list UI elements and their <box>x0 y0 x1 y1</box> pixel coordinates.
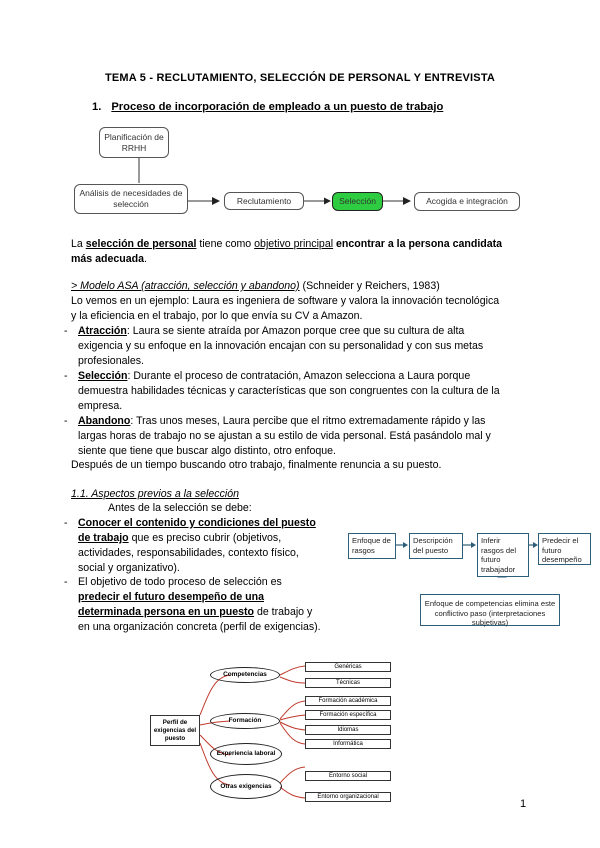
bullet-text: : Tras unos meses, Laura percibe que el ritmo extremadamente rápido y las <box>130 415 486 427</box>
bullet-text: en una organización concreta (perfil de exigencias). <box>78 621 321 633</box>
section-number: 1. <box>92 101 102 113</box>
intro-paragraph <box>71 237 541 267</box>
mindmap-leaf-tecnicas: Técnicas <box>305 678 391 688</box>
mindmap-node-competencias: Competencias <box>210 667 280 683</box>
intro-text: tiene como <box>196 238 255 250</box>
schema-arrow <box>403 542 408 548</box>
bullet-text: de trabajo y <box>254 606 313 618</box>
bullet-term: Abandono <box>78 415 131 427</box>
asa-model-link: > Modelo ASA (atracción, selección y abandono) <box>71 280 300 292</box>
bullet-conocer <box>64 516 338 576</box>
bullet-text: exigencia y su enfoque en la innovación encajan con su personalidad y con sus metas <box>78 340 484 352</box>
schema-box-competencias: Enfoque de competencias elimina este conflictivo paso (interpretaciones subjetivas) <box>420 594 560 626</box>
bullet-dash: - <box>64 415 68 427</box>
schema-box-descripcion: Descripción del puesto <box>409 533 463 559</box>
bullet-atraccion <box>64 324 548 369</box>
bullet-term: Selección <box>78 370 128 382</box>
mindmap-node-otras: Otras exigencias <box>210 774 282 799</box>
asa-line: y la eficiencia en el trabajo, por lo que envía su CV a Amazon. <box>71 310 363 322</box>
bullet-bold: predecir el futuro desempeño de una <box>78 591 265 603</box>
flow-arrow <box>212 197 220 205</box>
mindmap-leaf-social: Entorno social <box>305 771 391 781</box>
mindmap-link <box>280 666 305 675</box>
mindmap-node-experiencia: Experiencia laboral <box>210 743 282 765</box>
bullet-text: social y organizativo). <box>78 562 180 574</box>
section-heading-text: Proceso de incorporación de empleado a un puesto de trabajo <box>111 101 444 113</box>
schema-box-inferir: Inferir rasgos del futuro trabajador <box>477 533 529 577</box>
intro-bold: más adecuada <box>71 253 145 265</box>
subsection-heading: 1.1. Aspectos previos a la selección <box>71 488 240 500</box>
mindmap-leaf-academica: Formación académica <box>305 696 391 706</box>
flow-box-acogida: Acogida e integración <box>414 192 520 211</box>
bullet-abandono <box>64 414 548 459</box>
bullet-bold: determinada persona en un puesto <box>78 606 255 618</box>
bullet-text: siente que tiene que buscar algo distinto, otro enfoque. <box>78 445 336 457</box>
mindmap-link <box>280 677 305 683</box>
bullet-dash: - <box>64 576 68 588</box>
intro-text: La <box>71 238 86 250</box>
intro-objetivo: objetivo principal <box>254 238 334 250</box>
flow-box-seleccion: Selección <box>332 192 383 211</box>
intro-bold: encontrar a la persona candidata <box>336 238 503 250</box>
bullet-bold: de trabajo <box>78 532 129 544</box>
schema-box-predecir: Predecir el futuro desempeño <box>538 533 591 565</box>
bullet-text: largas horas de trabajo no se ajustan a su estilo de vida personal. Está pasándolo mal y <box>78 430 491 442</box>
flow-box-planificacion: Planificación de RRHH <box>99 127 169 158</box>
mindmap-root: Perfil de exigencias del puesto <box>150 715 200 746</box>
flow-arrow <box>324 198 331 205</box>
flow-arrow <box>403 197 411 205</box>
schema-box-rasgos: Enfoque de rasgos <box>348 533 396 559</box>
bullet-dash: - <box>64 370 68 382</box>
asa-line: Lo vemos en un ejemplo: Laura es ingeniera de software y valora la innovación tecnológica <box>71 295 500 307</box>
mindmap-link <box>280 723 305 744</box>
bullet-text: empresa. <box>78 400 123 412</box>
schema-arrow <box>471 542 476 548</box>
document-title: TEMA 5 - RECLUTAMIENTO, SELECCIÓN DE PERSONAL Y ENTREVISTA <box>104 72 496 84</box>
mindmap-link <box>280 767 305 783</box>
mindmap-leaf-organizacional: Entorno organizacional <box>305 792 391 802</box>
intro-text: . <box>144 253 147 265</box>
mindmap-link <box>280 701 305 719</box>
asa-paragraph <box>71 279 551 324</box>
intro-term-seleccion: selección de personal <box>85 238 197 250</box>
subsection-intro: Antes de la selección se debe: <box>108 502 252 514</box>
flow-box-reclutamiento: Reclutamiento <box>224 192 304 210</box>
bullet-bold: Conocer el contenido y condiciones del puesto <box>78 517 316 529</box>
bullet-objetivo <box>64 575 348 635</box>
bullet-text: demuestra habilidades técnicas y características que son congruentes con la cultura de la <box>78 385 500 397</box>
bullet-text: que es preciso cubrir (objetivos, <box>128 532 282 544</box>
mindmap-leaf-especifica: Formación específica <box>305 710 391 720</box>
mindmap-leaf-informatica: Informática <box>305 739 391 749</box>
bullet-text: : Durante el proceso de contratación, Amazon selecciona a Laura porque <box>127 370 471 382</box>
bullet-dash: - <box>64 325 68 337</box>
mindmap-leaf-genericas: Genéricas <box>305 662 391 672</box>
bullet-dash: - <box>64 517 68 529</box>
asa-citation: (Schneider y Reichers, 1983) <box>299 280 440 292</box>
mindmap-leaf-idiomas: Idiomas <box>305 725 391 735</box>
mindmap-link <box>280 787 305 798</box>
bullet-seleccion <box>64 369 548 414</box>
bullet-text: : Laura se siente atraída por Amazon porque cree que su cultura de alta <box>126 325 465 337</box>
bullet-term: Atracción <box>78 325 127 337</box>
bullet-text: El objetivo de todo proceso de selección es <box>78 576 282 588</box>
bullet-text: actividades, responsabilidades, contexto físico, <box>78 547 299 559</box>
bullet-text: profesionales. <box>78 355 144 367</box>
conclusion-text: Después de un tiempo buscando otro trabajo, finalmente renuncia a su puesto. <box>71 459 442 471</box>
mindmap-node-formacion: Formación <box>210 713 280 729</box>
mindmap-link <box>280 715 305 720</box>
page-number: 1 <box>520 798 527 810</box>
flow-box-analisis: Análisis de necesidades de selección <box>74 184 188 214</box>
